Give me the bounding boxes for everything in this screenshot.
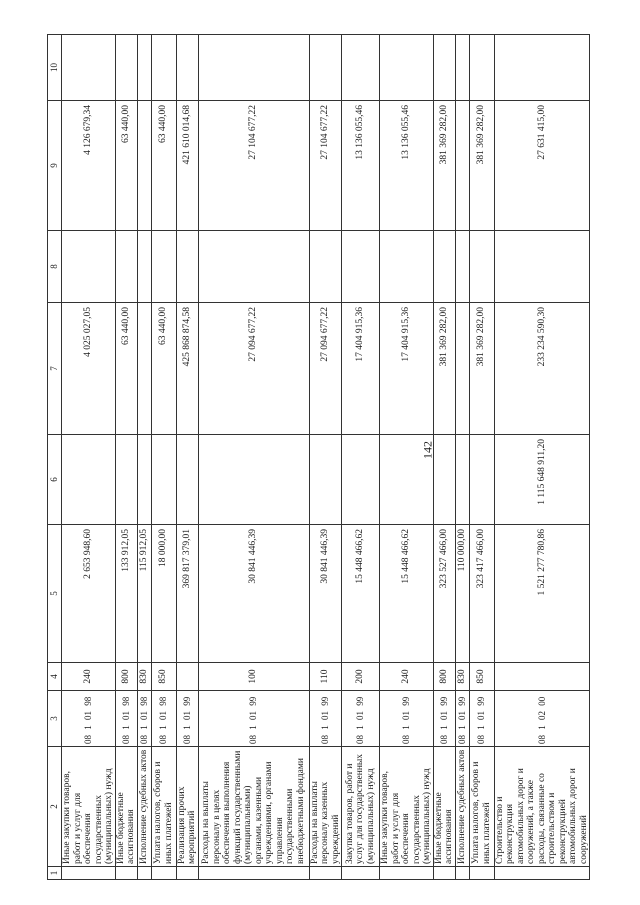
value-col10 xyxy=(198,35,309,101)
page-number: 142 xyxy=(420,441,435,459)
value-col10 xyxy=(151,35,176,101)
expense-type-code: 240 xyxy=(62,663,116,691)
value-col9: 13 136 055,46 xyxy=(342,101,380,231)
value-col10 xyxy=(176,35,198,101)
value-col7 xyxy=(137,303,151,435)
target-article-code: 08 1 01 98 xyxy=(137,691,151,747)
value-col9: 13 136 055,46 xyxy=(380,101,434,231)
expense-type-code: 110 xyxy=(309,663,342,691)
header-cell: 1 xyxy=(48,867,62,880)
expense-type-code: 830 xyxy=(455,663,469,691)
target-article-code: 08 1 01 99 xyxy=(433,691,455,747)
table-row xyxy=(380,35,434,880)
value-col7: 381 369 282,00 xyxy=(433,303,455,435)
value-col8 xyxy=(494,231,590,303)
table-row xyxy=(198,35,309,880)
table-row xyxy=(469,35,494,880)
value-col10 xyxy=(433,35,455,101)
table-row xyxy=(433,35,455,880)
value-col7: 27 094 677,22 xyxy=(198,303,309,435)
value-col5: 15 448 466,62 xyxy=(342,525,380,663)
value-col6 xyxy=(115,435,137,525)
index-cell xyxy=(380,867,434,880)
expense-type-code xyxy=(494,663,590,691)
value-col6 xyxy=(198,435,309,525)
expense-type-code: 800 xyxy=(115,663,137,691)
value-col6 xyxy=(469,435,494,525)
value-col8 xyxy=(309,231,342,303)
expense-type-code: 850 xyxy=(469,663,494,691)
table-row xyxy=(151,35,176,880)
target-article-code: 08 1 02 00 xyxy=(494,691,590,747)
value-col7: 381 369 282,00 xyxy=(469,303,494,435)
value-col5: 110 000,00 xyxy=(455,525,469,663)
target-article-code: 08 1 01 99 xyxy=(309,691,342,747)
item-name: Иные закупки товаров, работ и услуг для обеспечения государственных (муниципальных) нужд xyxy=(62,747,116,867)
index-cell xyxy=(309,867,342,880)
table-row xyxy=(115,35,137,880)
value-col5: 15 448 466,62 xyxy=(380,525,434,663)
value-col8 xyxy=(62,231,116,303)
value-col9: 421 610 014,68 xyxy=(176,101,198,231)
index-cell xyxy=(62,867,116,880)
header-cell: 8 xyxy=(48,231,62,303)
item-name: Реализация прочих мероприятий xyxy=(176,747,198,867)
item-name: Исполнение судебных актов xyxy=(455,747,469,867)
item-name: Расходы на выплаты персоналу в целях обеспечения выполнения функций государственными (муниципальными) органами, казенными учреждениями, органами управления государственными внебюджетными фондами xyxy=(198,747,309,867)
value-col10 xyxy=(137,35,151,101)
expense-type-code xyxy=(176,663,198,691)
header-cell: 3 xyxy=(48,691,62,747)
index-cell xyxy=(469,867,494,880)
value-col6 xyxy=(309,435,342,525)
item-name: Строительство и реконструкция автомобильных дорог и сооружений, а также расходы, связанные со строительством и реконструкцией автомобильных дорог и сооружений xyxy=(494,747,590,867)
value-col9: 381 369 282,00 xyxy=(433,101,455,231)
value-col10 xyxy=(455,35,469,101)
table-row xyxy=(137,35,151,880)
value-col9: 63 440,00 xyxy=(115,101,137,231)
value-col10 xyxy=(62,35,116,101)
value-col7: 63 440,00 xyxy=(151,303,176,435)
item-name: Уплата налогов, сборов и иных платежей xyxy=(151,747,176,867)
index-cell xyxy=(115,867,137,880)
value-col6 xyxy=(342,435,380,525)
value-col10 xyxy=(342,35,380,101)
item-name: Закупка товаров, работ и услуг для государственных (муниципальных) нужд xyxy=(342,747,380,867)
target-article-code: 08 1 01 99 xyxy=(380,691,434,747)
target-article-code: 08 1 01 98 xyxy=(115,691,137,747)
table-row xyxy=(62,35,116,880)
value-col9: 4 126 679,34 xyxy=(62,101,116,231)
column-number-row xyxy=(48,35,62,880)
header-cell: 2 xyxy=(48,747,62,867)
index-cell xyxy=(494,867,590,880)
index-cell xyxy=(176,867,198,880)
expense-type-code: 100 xyxy=(198,663,309,691)
item-name: Иные бюджетные ассигнования xyxy=(115,747,137,867)
value-col10 xyxy=(494,35,590,101)
table-row xyxy=(309,35,342,880)
value-col9: 381 369 282,00 xyxy=(469,101,494,231)
value-col10 xyxy=(309,35,342,101)
item-name: Исполнение судебных актов xyxy=(137,747,151,867)
value-col6 xyxy=(137,435,151,525)
value-col5: 115 912,05 xyxy=(137,525,151,663)
value-col7 xyxy=(455,303,469,435)
value-col6: 1 115 648 911,20 xyxy=(494,435,590,525)
target-article-code: 08 1 01 99 xyxy=(455,691,469,747)
value-col7: 425 868 874,58 xyxy=(176,303,198,435)
value-col9: 27 104 677,22 xyxy=(309,101,342,231)
table-row xyxy=(176,35,198,880)
item-name: Иные бюджетные ассигнования xyxy=(433,747,455,867)
value-col8 xyxy=(198,231,309,303)
value-col7: 233 234 590,30 xyxy=(494,303,590,435)
budget-table xyxy=(47,34,590,880)
value-col7: 4 025 027,05 xyxy=(62,303,116,435)
value-col9: 27 631 415,00 xyxy=(494,101,590,231)
value-col6 xyxy=(380,435,434,525)
table-row xyxy=(342,35,380,880)
header-cell: 7 xyxy=(48,303,62,435)
index-cell xyxy=(137,867,151,880)
value-col5: 323 527 466,00 xyxy=(433,525,455,663)
target-article-code: 08 1 01 98 xyxy=(151,691,176,747)
target-article-code: 08 1 01 99 xyxy=(198,691,309,747)
index-cell xyxy=(342,867,380,880)
target-article-code: 08 1 01 99 xyxy=(469,691,494,747)
value-col6 xyxy=(151,435,176,525)
value-col8 xyxy=(176,231,198,303)
value-col6 xyxy=(62,435,116,525)
value-col5: 2 653 948,60 xyxy=(62,525,116,663)
table-row xyxy=(455,35,469,880)
value-col7: 17 404 915,36 xyxy=(380,303,434,435)
value-col9: 63 440,00 xyxy=(151,101,176,231)
expense-type-code: 200 xyxy=(342,663,380,691)
value-col9: 27 104 677,22 xyxy=(198,101,309,231)
value-col5: 18 000,00 xyxy=(151,525,176,663)
value-col7: 17 404 915,36 xyxy=(342,303,380,435)
expense-type-code: 830 xyxy=(137,663,151,691)
item-name: Уплата налогов, сборов и иных платежей xyxy=(469,747,494,867)
value-col6 xyxy=(433,435,455,525)
target-article-code: 08 1 01 99 xyxy=(176,691,198,747)
header-cell: 4 xyxy=(48,663,62,691)
value-col8 xyxy=(455,231,469,303)
expense-type-code: 240 xyxy=(380,663,434,691)
index-cell xyxy=(433,867,455,880)
item-name: Иные закупки товаров, работ и услуг для обеспечения государственных (муниципальных) нужд xyxy=(380,747,434,867)
target-article-code: 08 1 01 98 xyxy=(62,691,116,747)
expense-type-code: 800 xyxy=(433,663,455,691)
value-col5: 30 841 446,39 xyxy=(309,525,342,663)
value-col8 xyxy=(342,231,380,303)
value-col8 xyxy=(151,231,176,303)
value-col7: 63 440,00 xyxy=(115,303,137,435)
index-cell xyxy=(198,867,309,880)
index-cell xyxy=(151,867,176,880)
value-col10 xyxy=(115,35,137,101)
value-col8 xyxy=(115,231,137,303)
header-cell: 6 xyxy=(48,435,62,525)
header-cell: 5 xyxy=(48,525,62,663)
rotated-table-container xyxy=(47,35,589,880)
value-col10 xyxy=(380,35,434,101)
value-col5: 1 521 277 780,86 xyxy=(494,525,590,663)
header-cell: 10 xyxy=(48,35,62,101)
item-name: Расходы на выплаты персоналу казенных учреждений xyxy=(309,747,342,867)
table-row xyxy=(494,35,590,880)
target-article-code: 08 1 01 99 xyxy=(342,691,380,747)
value-col9 xyxy=(137,101,151,231)
value-col8 xyxy=(380,231,434,303)
value-col5: 30 841 446,39 xyxy=(198,525,309,663)
index-cell xyxy=(455,867,469,880)
value-col8 xyxy=(137,231,151,303)
value-col8 xyxy=(469,231,494,303)
value-col5: 369 817 379,01 xyxy=(176,525,198,663)
value-col9 xyxy=(455,101,469,231)
value-col5: 133 912,05 xyxy=(115,525,137,663)
header-cell: 9 xyxy=(48,101,62,231)
value-col7: 27 094 677,22 xyxy=(309,303,342,435)
value-col10 xyxy=(469,35,494,101)
value-col5: 323 417 466,00 xyxy=(469,525,494,663)
value-col6 xyxy=(176,435,198,525)
expense-type-code: 850 xyxy=(151,663,176,691)
value-col6 xyxy=(455,435,469,525)
value-col8 xyxy=(433,231,455,303)
